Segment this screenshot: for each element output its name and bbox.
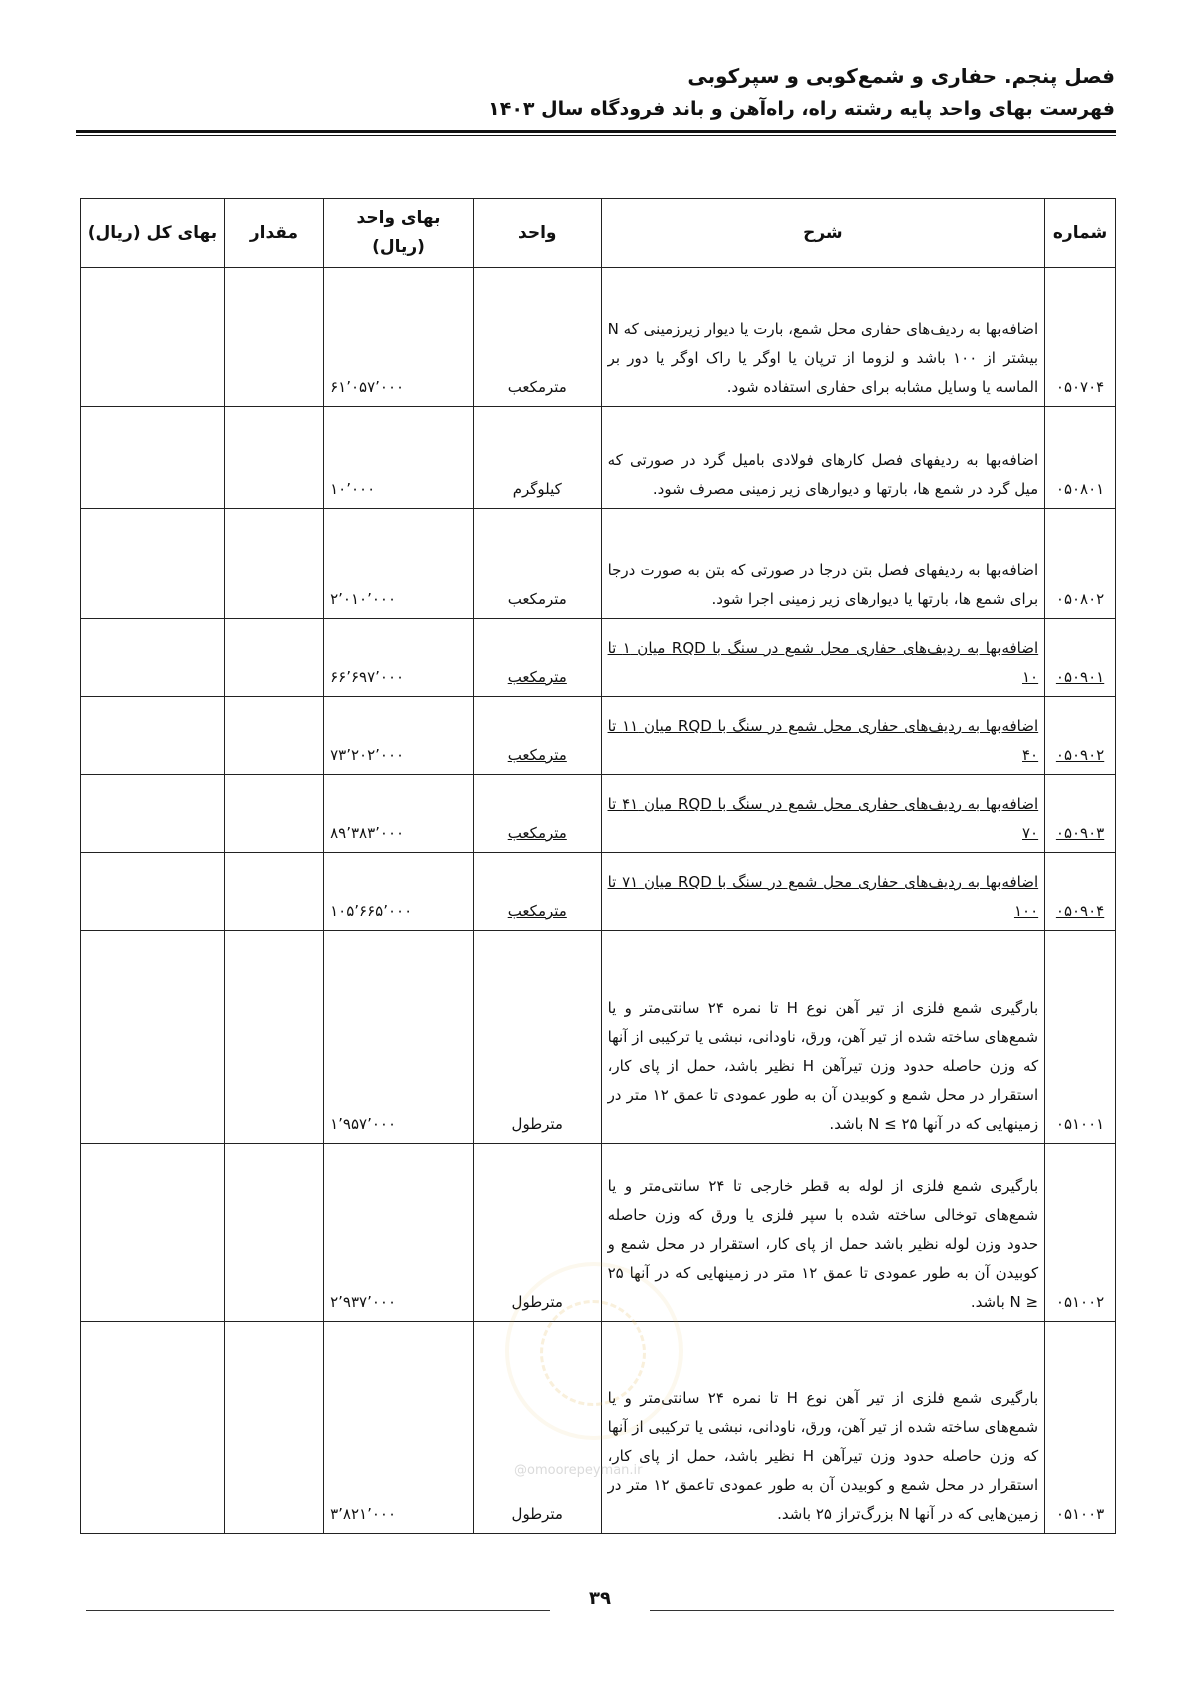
footer-rule-right xyxy=(650,1610,1114,1611)
row-description: اضافه‌بها به ردیف‌های حفاری محل شمع، بارت یا دیوار زیرزمینی که N بیشتر از ۱۰۰ باشد و لزوما از ترپان یا اوگر یا راک اوگر یا دور بر الماسه یا وسایل مشابه برای حفاری استفاده شود. xyxy=(601,268,1045,407)
row-quantity xyxy=(224,509,323,619)
row-unit-price: ۷۳٬۲۰۲٬۰۰۰ xyxy=(324,697,474,775)
row-total xyxy=(81,268,225,407)
row-code: ۰۵۰۹۰۱ xyxy=(1045,619,1116,697)
footer-rule-left xyxy=(86,1610,550,1611)
header-rule-thin xyxy=(76,135,1116,136)
row-unit-price: ۲٬۹۳۷٬۰۰۰ xyxy=(324,1144,474,1322)
row-unit-price: ۱۰٬۰۰۰ xyxy=(324,407,474,509)
row-quantity xyxy=(224,775,323,853)
table-row xyxy=(81,509,1116,619)
row-total xyxy=(81,697,225,775)
row-description: اضافه‌بها به ردیفهای فصل بتن درجا در صورتی که بتن به صورت درجا برای شمع ها، بارتها یا دیوارهای زیر زمینی اجرا شود. xyxy=(601,509,1045,619)
row-quantity xyxy=(224,1144,323,1322)
row-description: اضافه‌بها به ردیف‌های حفاری محل شمع در سنگ با RQD میان ۴۱ تا ۷۰ xyxy=(601,775,1045,853)
row-code: ۰۵۰۸۰۱ xyxy=(1045,407,1116,509)
table-row xyxy=(81,697,1116,775)
row-total xyxy=(81,1144,225,1322)
col-header-total-price: بهای کل (ریال) xyxy=(81,199,225,268)
row-total xyxy=(81,931,225,1144)
chapter-title: فصل پنجم. حفاری و شمع‌کوبی و سپرکوبی xyxy=(687,64,1115,88)
row-unit: مترمکعب xyxy=(473,697,601,775)
table-row xyxy=(81,931,1116,1144)
row-quantity xyxy=(224,268,323,407)
header-rule-thick xyxy=(76,130,1116,133)
row-unit: مترمکعب xyxy=(473,509,601,619)
row-unit: مترطول xyxy=(473,931,601,1144)
row-quantity xyxy=(224,931,323,1144)
row-unit-price: ۱٬۹۵۷٬۰۰۰ xyxy=(324,931,474,1144)
watermark-text: @omoorepeyman.ir xyxy=(514,1463,643,1478)
row-quantity xyxy=(224,853,323,931)
row-quantity xyxy=(224,407,323,509)
row-unit-price: ۱۰۵٬۶۶۵٬۰۰۰ xyxy=(324,853,474,931)
row-description: بارگیری شمع فلزی از لوله به قطر خارجی تا ۲۴ سانتی‌متر و یا شمع‌های توخالی ساخته شده با سپر فلزی یا ورق که وزن حاصله حدود وزن لوله نظیر باشد حمل از پای کار، استقرار در محل شمع و کوبیدن آن به طور عمودی تا عمق ۱۲ متر در زمینهایی که در آنها ۲۵ ≤ N باشد. xyxy=(601,1144,1045,1322)
row-description: اضافه‌بها به ردیف‌های حفاری محل شمع در سنگ با RQD میان ۷۱ تا ۱۰۰ xyxy=(601,853,1045,931)
row-unit-price: ۸۹٬۳۸۳٬۰۰۰ xyxy=(324,775,474,853)
row-unit-price: ۳٬۸۲۱٬۰۰۰ xyxy=(324,1322,474,1534)
row-description: بارگیری شمع فلزی از تیر آهن نوع H تا نمره ۲۴ سانتی‌متر و یا شمع‌های ساخته شده از تیر آهن، ورق، ناودانی، نبشی یا ترکیبی از آنها که وزن حاصله حدود وزن تیرآهن H نظیر باشد، حمل از پای کار، استقرار در محل شمع و کوبیدن آن به طور عمودی تا عمق ۱۲ متر در زمینهایی که در آنها ۲۵ ≥ N باشد. xyxy=(601,931,1045,1144)
row-description: اضافه‌بها به ردیفهای فصل کارهای فولادی بامیل گرد در صورتی که میل گرد در شمع ها، بارتها و دیوارهای زیر زمینی مصرف شود. xyxy=(601,407,1045,509)
table-row xyxy=(81,853,1116,931)
row-unit: مترمکعب xyxy=(473,775,601,853)
row-unit: مترطول xyxy=(473,1144,601,1322)
watermark-gear-icon xyxy=(540,1300,646,1406)
row-code: ۰۵۰۹۰۲ xyxy=(1045,697,1116,775)
row-code: ۰۵۱۰۰۳ xyxy=(1045,1322,1116,1534)
row-total xyxy=(81,509,225,619)
row-unit-price: ۶۶٬۶۹۷٬۰۰۰ xyxy=(324,619,474,697)
col-header-unit-price: بهای واحد (ریال) xyxy=(324,199,474,268)
row-code: ۰۵۰۹۰۴ xyxy=(1045,853,1116,931)
row-unit: مترمکعب xyxy=(473,619,601,697)
row-code: ۰۵۰۹۰۳ xyxy=(1045,775,1116,853)
row-unit-price: ۶۱٬۰۵۷٬۰۰۰ xyxy=(324,268,474,407)
row-unit: مترطول xyxy=(473,1322,601,1534)
col-header-unit: واحد xyxy=(473,199,601,268)
row-total xyxy=(81,407,225,509)
table-row xyxy=(81,407,1116,509)
row-unit: کیلوگرم xyxy=(473,407,601,509)
col-header-description: شرح xyxy=(601,199,1045,268)
row-unit: مترمکعب xyxy=(473,853,601,931)
table-header-row xyxy=(81,199,1116,268)
table-row xyxy=(81,775,1116,853)
price-list-title: فهرست بهای واحد پایه رشته راه، راه‌آهن و باند فرودگاه سال ۱۴۰۳ xyxy=(488,98,1115,120)
row-description: بارگیری شمع فلزی از تیر آهن نوع H تا نمره ۲۴ سانتی‌متر و یا شمع‌های ساخته شده از تیر آهن، ورق، ناودانی، نبشی یا ترکیبی از آنها که وزن حاصله حدود وزن تیرآهن H نظیر باشد، حمل از پای کار، استقرار در محل شمع و کوبیدن آن به طور عمودی تاعمق ۱۲ متر در زمین‌هایی که در آنها N بزرگ‌تراز ۲۵ باشد. xyxy=(601,1322,1045,1534)
page-number: ۳۹ xyxy=(589,1588,611,1609)
row-quantity xyxy=(224,619,323,697)
row-description: اضافه‌بها به ردیف‌های حفاری محل شمع در سنگ با RQD میان ۱ تا ۱۰ xyxy=(601,619,1045,697)
col-header-quantity: مقدار xyxy=(224,199,323,268)
row-total xyxy=(81,853,225,931)
row-quantity xyxy=(224,697,323,775)
row-total xyxy=(81,619,225,697)
row-code: ۰۵۱۰۰۲ xyxy=(1045,1144,1116,1322)
row-quantity xyxy=(224,1322,323,1534)
table-row xyxy=(81,619,1116,697)
row-code: ۰۵۰۸۰۲ xyxy=(1045,509,1116,619)
row-unit-price: ۲٬۰۱۰٬۰۰۰ xyxy=(324,509,474,619)
row-code: ۰۵۱۰۰۱ xyxy=(1045,931,1116,1144)
row-unit: مترمکعب xyxy=(473,268,601,407)
row-description: اضافه‌بها به ردیف‌های حفاری محل شمع در سنگ با RQD میان ۱۱ تا ۴۰ xyxy=(601,697,1045,775)
row-total xyxy=(81,1322,225,1534)
row-code: ۰۵۰۷۰۴ xyxy=(1045,268,1116,407)
table-row xyxy=(81,268,1116,407)
row-total xyxy=(81,775,225,853)
col-header-code: شماره xyxy=(1045,199,1116,268)
